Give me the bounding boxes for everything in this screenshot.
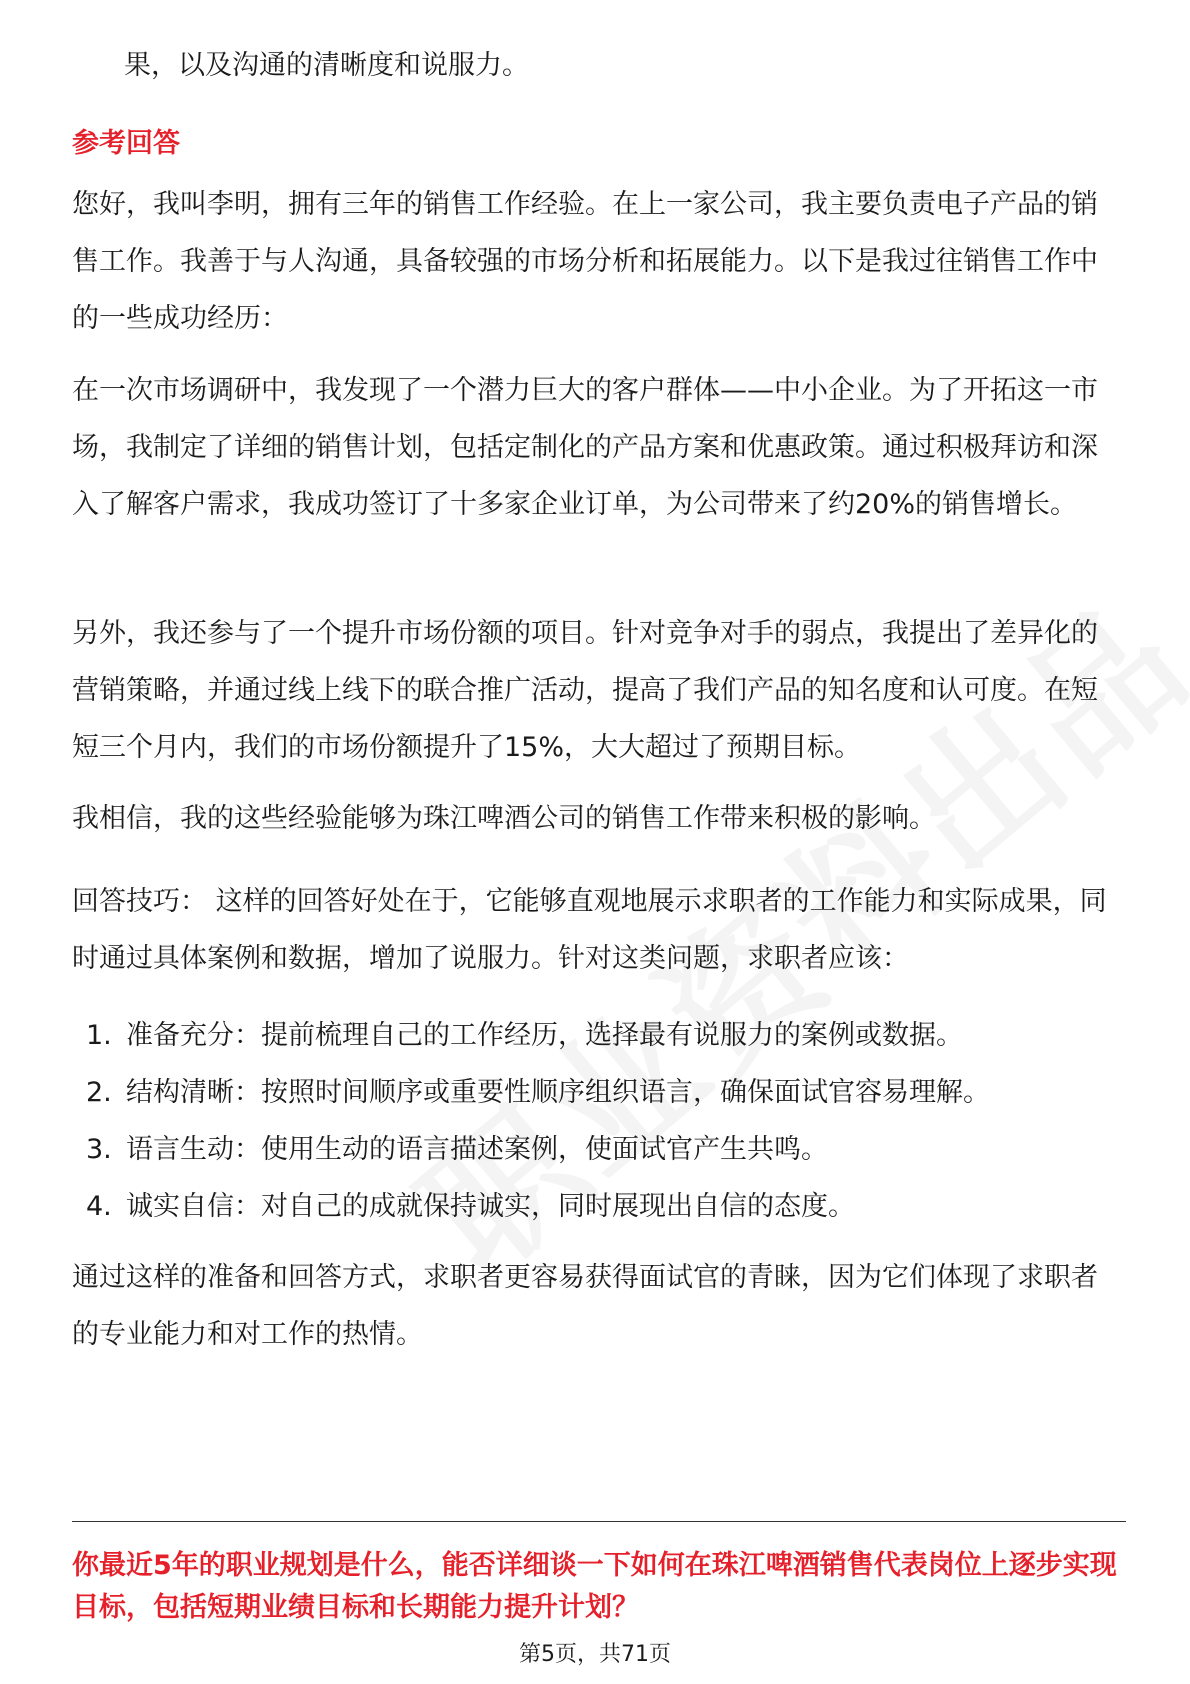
list-item-text: 语言生动：使用生动的语言描述案例，使面试官产生共鸣。: [126, 1134, 828, 1165]
page-footer: 第5页，共71页: [519, 1642, 671, 1667]
paragraph-answer-tips: 回答技巧： 这样的回答好处在于，它能够直观地展示求职者的工作能力和实际成果，同时通过具体案例和数据，增加了说服力。针对这类问题，求职者应该：: [72, 886, 1107, 974]
list-number: 3.: [86, 1134, 112, 1165]
list-item-text: 结构清晰：按照时间顺序或重要性顺序组织语言，确保面试官容易理解。: [126, 1077, 990, 1108]
list-number: 4.: [86, 1191, 112, 1222]
list-item: [86, 1016, 1126, 1073]
intro-tail-text: 果，以及沟通的清晰度和说服力。: [124, 50, 529, 81]
tips-list: [86, 1016, 1126, 1244]
list-number: 1.: [86, 1020, 112, 1051]
next-question: 你最近5年的职业规划是什么，能否详细谈一下如何在珠江啤酒销售代表岗位上逐步实现目标，包括短期业绩目标和长期能力提升计划？: [72, 1550, 1117, 1623]
paragraph-intro: 您好，我叫李明，拥有三年的销售工作经验。在上一家公司，我主要负责电子产品的销售工作。我善于与人沟通，具备较强的市场分析和拓展能力。以下是我过往销售工作中的一些成功经历：: [72, 189, 1098, 334]
list-item-text: 诚实自信：对自己的成就保持诚实，同时展现出自信的态度。: [126, 1191, 855, 1222]
paragraph-belief: 我相信，我的这些经验能够为珠江啤酒公司的销售工作带来积极的影响。: [72, 803, 936, 834]
list-item: [86, 1187, 1126, 1244]
section-divider: [72, 1521, 1126, 1522]
list-item-text: 准备充分：提前梳理自己的工作经历，选择最有说服力的案例或数据。: [126, 1020, 963, 1051]
list-item: [86, 1130, 1126, 1187]
list-number: 2.: [86, 1077, 112, 1108]
section-heading: 参考回答: [72, 128, 180, 159]
list-item: [86, 1073, 1126, 1130]
paragraph-closing: 通过这样的准备和回答方式，求职者更容易获得面试官的青睐，因为它们体现了求职者的专业能力和对工作的热情。: [72, 1262, 1098, 1350]
paragraph-market-research: 在一次市场调研中，我发现了一个潜力巨大的客户群体——中小企业。为了开拓这一市场，我制定了详细的销售计划，包括定制化的产品方案和优惠政策。通过积极拜访和深入了解客户需求，我成功签订了十多家企业订单，为公司带来了约20%的销售增长。: [72, 375, 1098, 520]
paragraph-market-share: 另外，我还参与了一个提升市场份额的项目。针对竞争对手的弱点，我提出了差异化的营销策略，并通过线上线下的联合推广活动，提高了我们产品的知名度和认可度。在短短三个月内，我们的市场份额提升了15%，大大超过了预期目标。: [72, 618, 1098, 763]
